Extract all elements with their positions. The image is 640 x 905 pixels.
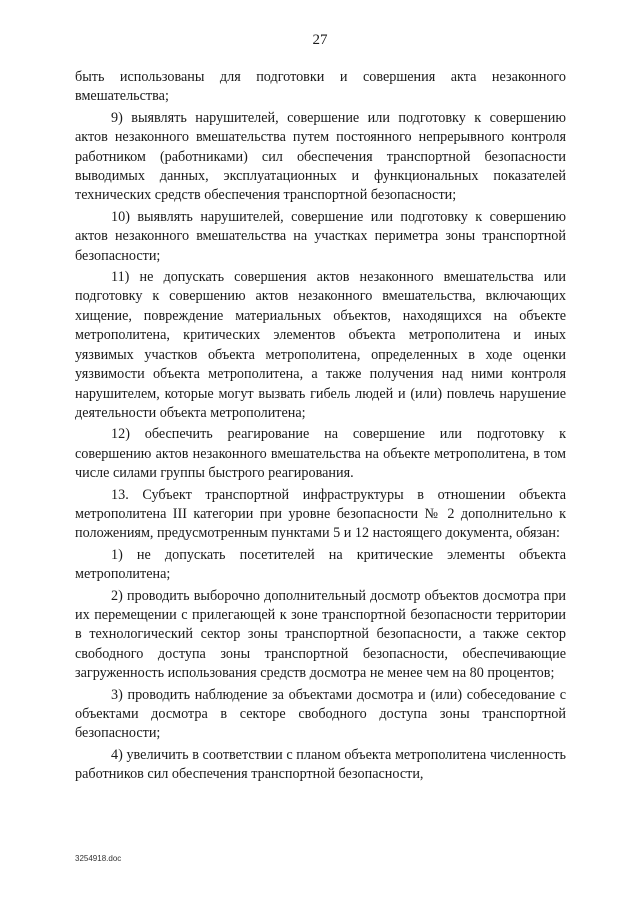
paragraph-subitem-2: 2) проводить выборочно дополнительный досмотр объектов досмотра при их перемещении с прилегающей к зоне транспортной безопасности территории в технологический сектор зоны транспортной безопасности, а также сектор свободного доступа зоны транспортной безопасности, обеспечивающие загруженность использования средств досмотра не менее чем на 80 процентов;: [75, 587, 566, 682]
paragraph-subitem-4: 4) увеличить в соответствии с планом объекта метрополитена численность работников сил обеспечения транспортной безопасности,: [75, 746, 566, 783]
paragraph-subitem-1: 1) не допускать посетителей на критические элементы объекта метрополитена;: [75, 546, 566, 583]
paragraph-item-11: 11) не допускать совершения актов незаконного вмешательства или подготовку к совершению актов незаконного вмешательства, включающих хищение, повреждение материальных объектов, находящихся на объекте метрополитена, критических элементов объекта метрополитена и иных уязвимых участков объекта метрополитена, определенных в ходе оценки уязвимости объекта метрополитена, а также получения над ними контроля нарушителем, которые могут вызвать гибель людей и (или) повлечь нарушение деятельности объекта метрополитена;: [75, 269, 566, 421]
paragraph-item-9: 9) выявлять нарушителей, совершение или подготовку к совершению актов незаконного вмешательства путем постоянного непрерывного контроля работником (работниками) сил обеспечения транспортной безопасности выводимых данных, эксплуатационных и функциональных показателей технических средств обеспечения транспортной безопасности;: [75, 109, 566, 204]
page-number: 27: [312, 32, 328, 48]
footer-filename: 3254918.doc: [75, 854, 122, 863]
paragraph-continuation: быть использованы для подготовки и совершения акта незаконного вмешательства;: [75, 69, 566, 105]
paragraph-section-13: 13. Субъект транспортной инфраструктуры в отношении объекта метрополитена III категории при уровне безопасности № 2 дополнительно к положениям, предусмотренным пунктами 5 и 12 настоящего документа, обязан:: [75, 486, 566, 542]
paragraph-item-10: 10) выявлять нарушителей, совершение или подготовку к совершению актов незаконного вмешательства на участках периметра зоны транспортной безопасности;: [75, 208, 566, 264]
paragraph-item-12: 12) обеспечить реагирование на совершение или подготовку к совершению актов незаконного вмешательства на объекте метрополитена, в том числе силами группы быстрого реагирования.: [75, 426, 566, 482]
document-body: [75, 68, 566, 785]
paragraph-subitem-3: 3) проводить наблюдение за объектами досмотра и (или) собеседование с объектами досмотра в секторе свободного доступа зоны транспортной безопасности;: [75, 686, 566, 742]
